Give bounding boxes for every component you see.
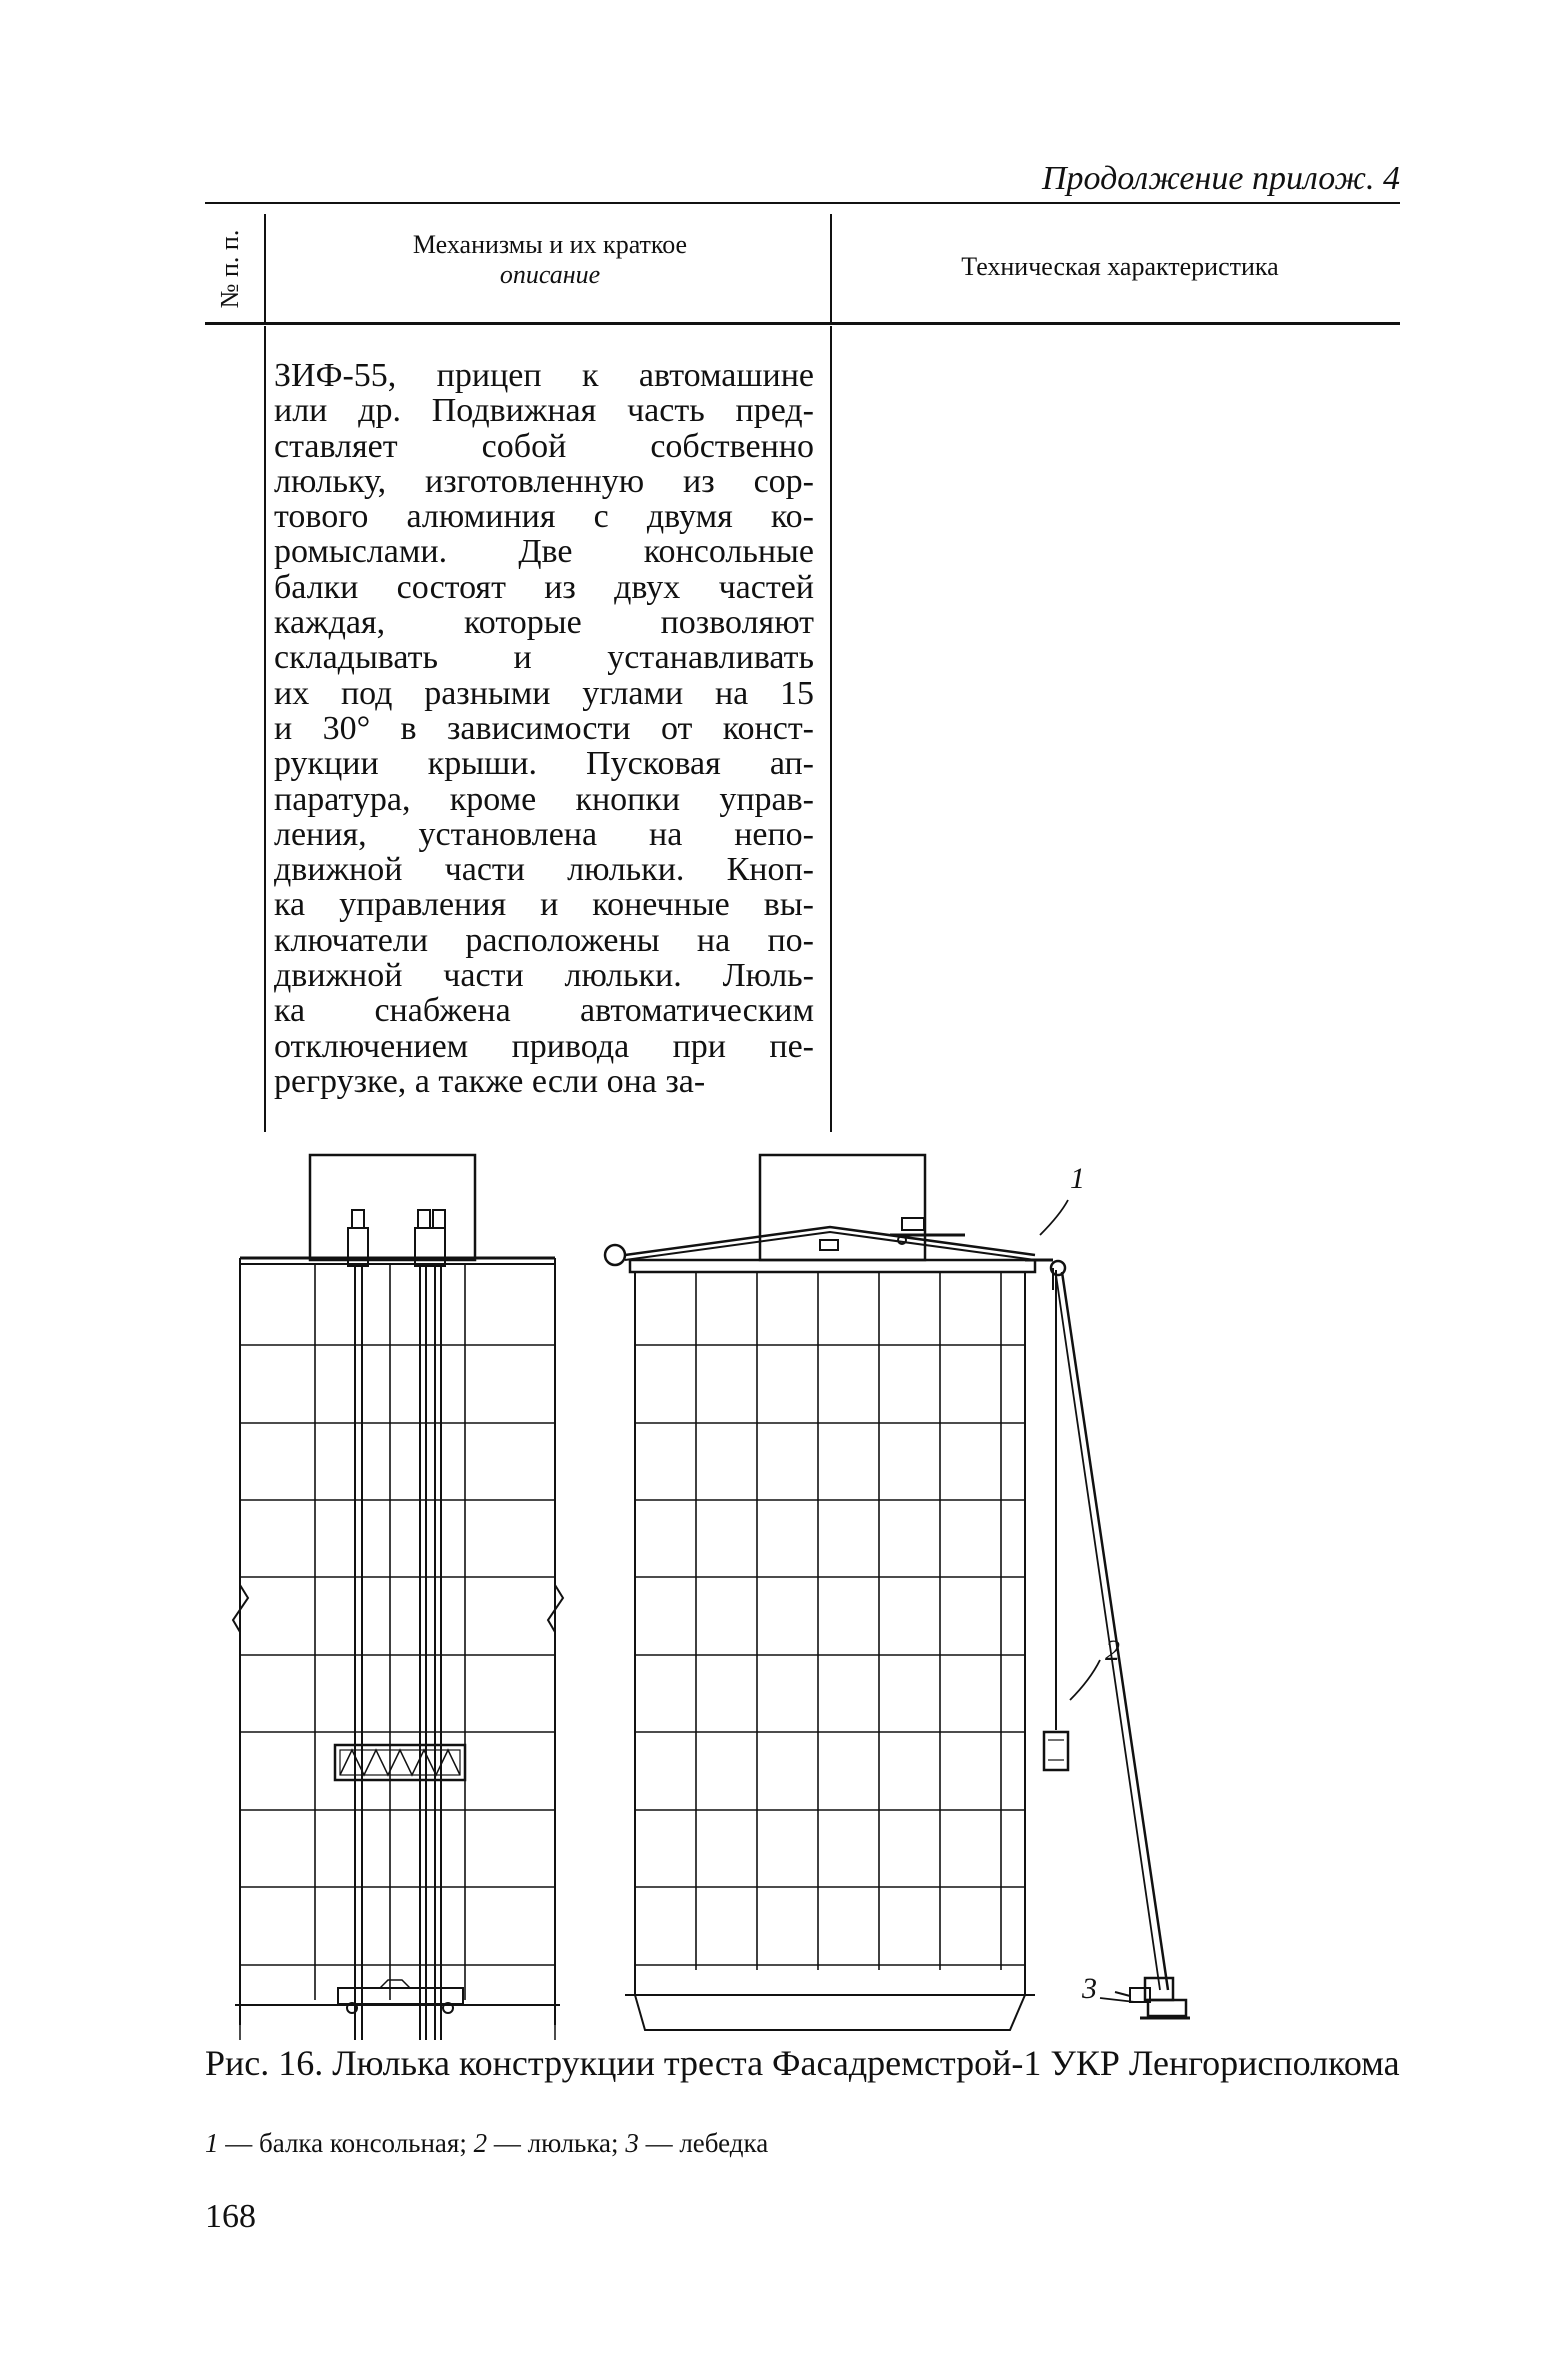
winch <box>1115 1978 1190 2018</box>
body-text-line: и 30° в зависимости от конст- <box>274 709 814 747</box>
column-header-technical: Техническая характеристика <box>961 252 1279 281</box>
body-text-line: балки состоят из двух частей <box>274 568 814 606</box>
table-divider <box>830 326 832 1132</box>
body-text-line: ка снабжена автоматическим <box>274 992 814 1030</box>
left-building-facade <box>233 1155 563 2040</box>
body-text-line: складывать и устанавливать <box>274 639 814 677</box>
legend-number-2: 2 <box>473 2128 488 2158</box>
body-text-line: ключатели расположены на по- <box>274 921 814 959</box>
table-divider <box>830 214 832 324</box>
table-divider <box>264 214 266 324</box>
page-number: 168 <box>205 2198 256 2235</box>
cradle-front-view <box>335 1140 465 2040</box>
column-header-number <box>196 214 264 324</box>
header-rule <box>205 202 1400 204</box>
running-head: Продолжение прилож. 4 <box>1041 160 1400 197</box>
table-body-text <box>274 358 814 1099</box>
leader-lines <box>1040 1200 1135 2002</box>
body-text-line: движной части люльки. Кноп- <box>274 851 814 889</box>
body-text-line: ка управления и конечные вы- <box>274 886 814 924</box>
body-text-line: их под разными углами на 15 <box>274 674 814 712</box>
body-text-line: рукции крыши. Пусковая ап- <box>274 745 814 783</box>
figure-label-1: 1 <box>1070 1162 1085 1195</box>
table-header-rule <box>205 322 1400 325</box>
figure-label-3: 3 <box>1082 1972 1097 2005</box>
legend-text-2: — люлька; <box>487 2128 626 2158</box>
body-text-line: ЗИФ-55, прицеп к автомашине <box>274 357 814 394</box>
column-header-mechanisms <box>270 230 830 290</box>
body-text-line: или др. Подвижная часть пред- <box>274 392 814 430</box>
figure-label-2: 2 <box>1105 1634 1120 1667</box>
body-text-line: отключением привода при пе- <box>274 1027 814 1065</box>
body-text-line: ромыслами. Две консольные <box>274 533 814 571</box>
legend-number-3: 3 <box>625 2128 639 2158</box>
cantilever-beam <box>605 1218 1065 1290</box>
body-text-line: каждая, которые позволяют <box>274 604 814 642</box>
cradle-side-view <box>1044 1270 1168 1990</box>
legend-text-1: — балка консольная; <box>218 2128 474 2158</box>
figure-legend <box>205 2128 1400 2159</box>
body-text-line: регрузке, а также если она за- <box>274 1062 706 1100</box>
body-text-line: ления, установлена на непо- <box>274 815 814 853</box>
legend-text-3: — лебедка <box>638 2128 769 2158</box>
cradle-figure <box>230 1140 1380 2040</box>
column-header-mechanisms-line2: описание <box>499 260 601 289</box>
figure-caption: Рис. 16. Люлька конструкции треста Фасадремстрой-1 УКР Ленгорисполкома <box>205 2043 1400 2083</box>
column-header-number-label: № п. п. <box>215 229 244 309</box>
table-divider <box>264 326 266 1132</box>
body-text-line: ставляет собой собственно <box>274 427 814 465</box>
body-text-line: люльку, изготовленную из сор- <box>274 462 814 500</box>
right-building-side <box>625 1155 1035 2030</box>
legend-number-1: 1 <box>205 2128 219 2158</box>
column-header-mechanisms-line1: Механизмы и их краткое <box>412 230 688 259</box>
body-text-line: паратура, кроме кнопки управ- <box>274 780 814 818</box>
body-text-line: тового алюминия с двумя ко- <box>274 498 814 536</box>
body-text-line: движной части люльки. Люль- <box>274 957 814 995</box>
